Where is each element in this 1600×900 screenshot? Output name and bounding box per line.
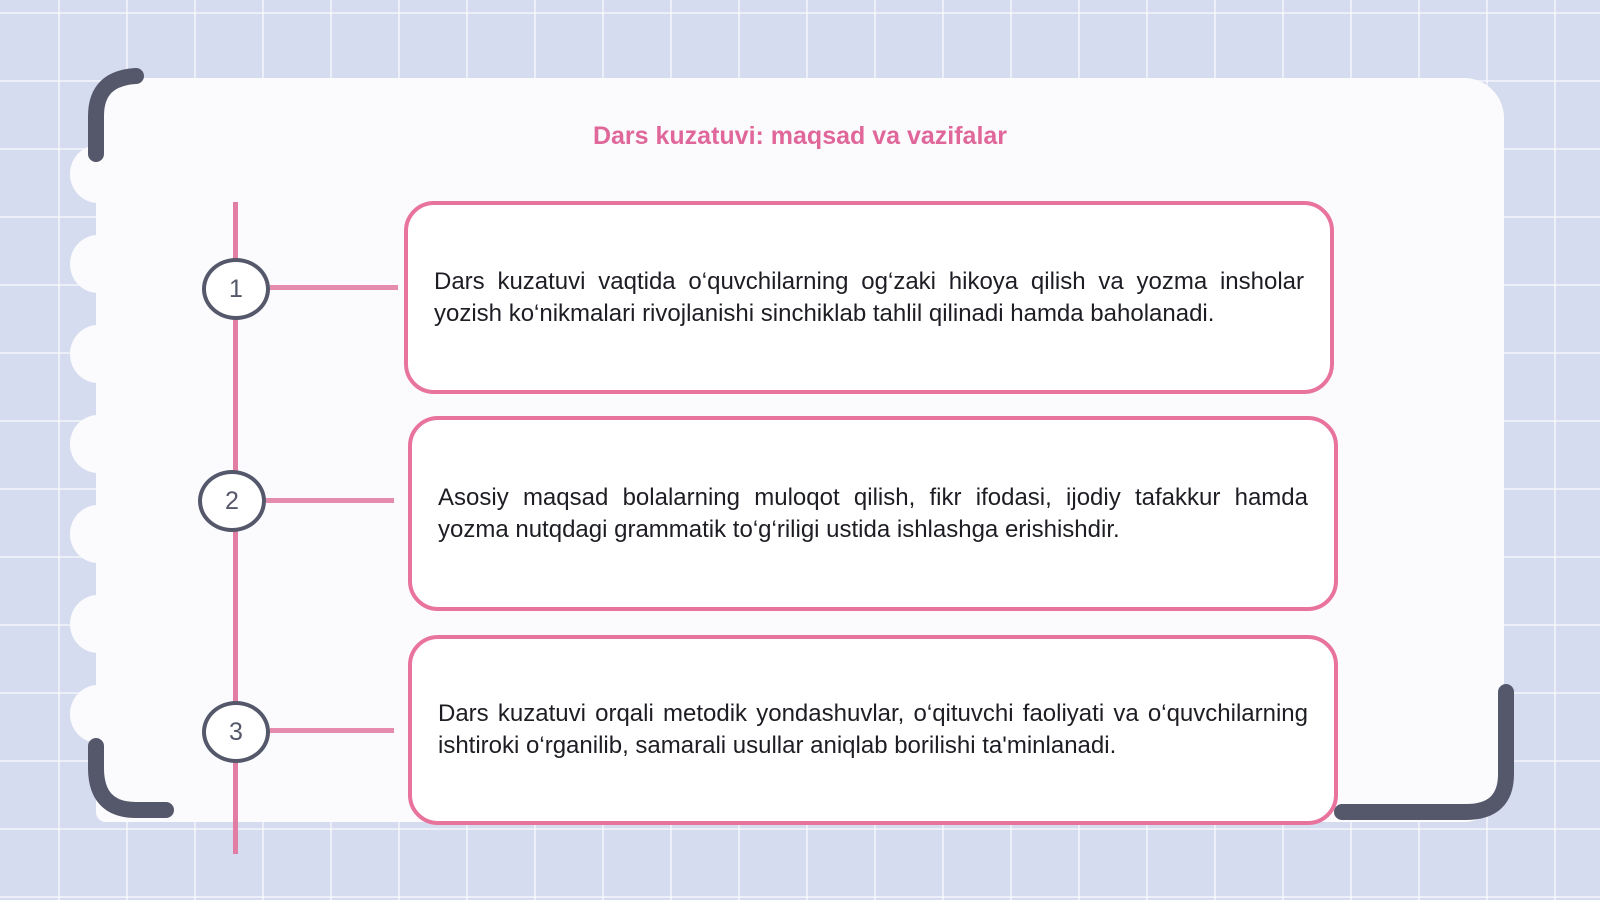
sheet-scallop — [70, 595, 126, 653]
page-title: Dars kuzatuvi: maqsad va vazifalar — [592, 122, 1008, 150]
corner-bracket-bottom-left — [84, 738, 180, 828]
step-description: Dars kuzatuvi orqali metodik yondashuvlar, o‘qituvchi faoliyati va o‘quvchilarning ishtiroki o‘rganilib, samarali usullar aniqlab borilishi ta'minlanadi. — [438, 700, 1308, 759]
step-connector — [270, 285, 398, 290]
step-number-badge — [202, 701, 270, 763]
step-number-badge — [202, 258, 270, 320]
step-description: Dars kuzatuvi vaqtida o‘quvchilarning og‘zaki hikoya qilish va yozma insholar yozish ko‘nikmalari rivojlanishi sinchiklab tahlil qilinadi hamda baholanadi. — [434, 267, 1304, 327]
step-number: 2 — [225, 486, 239, 515]
sheet-scallop — [70, 685, 126, 743]
step-card — [404, 201, 1334, 394]
step-card — [408, 416, 1338, 611]
step-number: 1 — [229, 274, 243, 303]
sheet-scallop — [70, 505, 126, 563]
corner-bracket-bottom-right — [1330, 684, 1520, 834]
sheet-scallop — [70, 325, 126, 383]
step-number: 3 — [229, 717, 243, 746]
step-number-badge — [198, 470, 266, 532]
step-card — [408, 635, 1338, 825]
sheet-scallop — [70, 235, 126, 293]
step-description: Asosiy maqsad bolalarning muloqot qilish, fikr ifodasi, ijodiy tafakkur hamda yozma nutqdagi grammatik to‘g‘riligi ustida ishlashga erishishdir. — [438, 483, 1308, 543]
step-connector — [270, 728, 394, 733]
sheet-scallop — [70, 415, 126, 473]
step-connector — [266, 498, 394, 503]
